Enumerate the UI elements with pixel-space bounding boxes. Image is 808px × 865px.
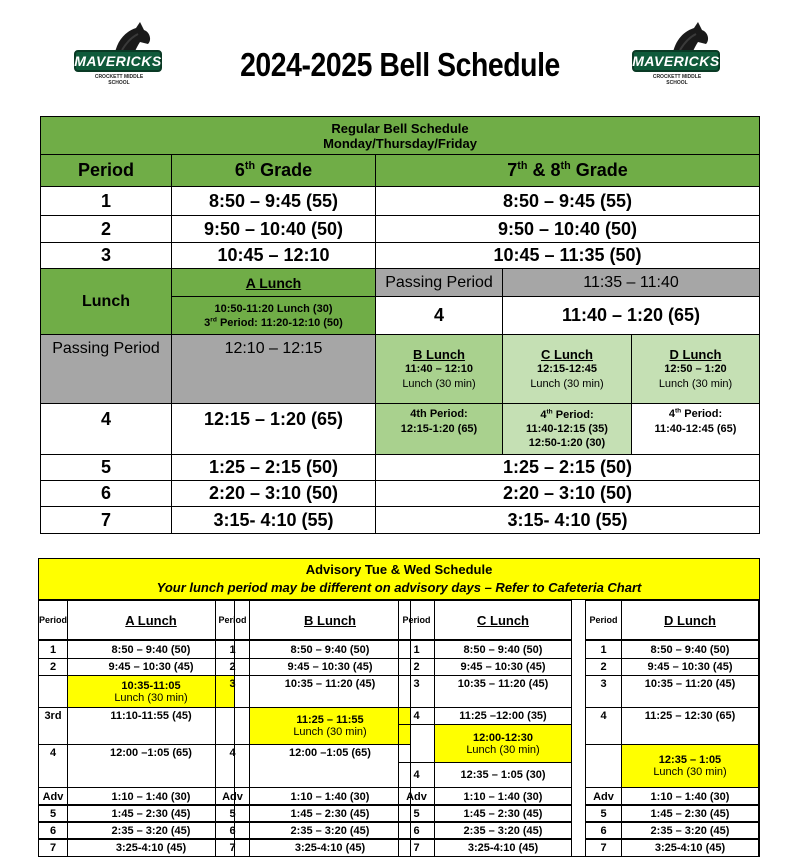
- period-cell: 1: [40, 186, 172, 216]
- period-cell: 7: [585, 838, 622, 857]
- period-cell: 6: [215, 821, 250, 840]
- lunch-header-cell: A Lunch: [67, 600, 235, 640]
- period-cell: Adv: [585, 787, 622, 806]
- regular-days: Monday/Thursday/Friday: [323, 135, 477, 151]
- time-cell: 9:45 – 10:30 (45): [67, 658, 235, 676]
- period-cell: Adv: [38, 787, 68, 806]
- period-cell: [585, 744, 622, 788]
- period-cell: 3: [215, 675, 250, 708]
- time-cell: 8:50 – 9:40 (50): [249, 640, 411, 659]
- period-cell: 1: [585, 640, 622, 659]
- time-cell: 1:10 – 1:40 (30): [621, 787, 759, 806]
- d-period4-cell: 4th Period: 11:40-12:45 (65): [631, 403, 760, 455]
- period-cell: 4: [40, 403, 172, 455]
- time-cell: 1:10 – 1:40 (30): [67, 787, 235, 806]
- time-cell-6th: 12:15 – 1:20 (65): [171, 403, 376, 455]
- time-cell-78: 2:20 – 3:10 (50): [375, 480, 760, 507]
- c-period4-cell: 4th Period: 11:40-12:15 (35) 12:50-1:20 (30): [502, 403, 632, 455]
- regular-title: Regular Bell Schedule: [331, 120, 469, 136]
- time-cell-78: 1:25 – 2:15 (50): [375, 454, 760, 481]
- period-cell: 5: [38, 804, 68, 823]
- period-cell: 4: [398, 707, 435, 725]
- period-cell: 5: [40, 454, 172, 481]
- time-cell: 3:25-4:10 (45): [249, 838, 411, 857]
- period-cell: 6: [40, 480, 172, 507]
- logo-banner: MAVERICKS: [632, 50, 720, 72]
- lunch-header-cell: D Lunch: [621, 600, 759, 640]
- advisory-subtitle: Your lunch period may be different on advisory days – Refer to Cafeteria Chart: [156, 580, 642, 595]
- lunch-header-cell: B Lunch: [249, 600, 411, 640]
- time-cell: 12:00 –1:05 (65): [249, 744, 411, 788]
- time-cell: 3:25-4:10 (45): [67, 838, 235, 857]
- lunch-label-cell: Lunch: [40, 268, 172, 335]
- period-cell: Adv: [215, 787, 250, 806]
- time-cell: 2:35 – 3:20 (45): [67, 821, 235, 840]
- time-cell-78: 8:50 – 9:45 (55): [375, 186, 760, 216]
- time-cell: 8:50 – 9:40 (50): [621, 640, 759, 659]
- period-cell: 3: [585, 675, 622, 708]
- advisory-title: Advisory Tue & Wed Schedule: [305, 562, 493, 577]
- lunch-cell: 12:00-12:30 Lunch (30 min): [434, 724, 572, 763]
- period-cell: [398, 724, 435, 763]
- advisory-title-cell: [38, 558, 760, 600]
- time-cell-6th: 9:50 – 10:40 (50): [171, 215, 376, 243]
- time-cell-78: 9:50 – 10:40 (50): [375, 215, 760, 243]
- period-cell: 2: [215, 658, 250, 676]
- time-cell: 10:35 – 11:20 (45): [621, 675, 759, 708]
- time-cell: 10:35 – 11:20 (45): [434, 675, 572, 708]
- period-cell: 4: [38, 744, 68, 788]
- period-cell: 4: [215, 744, 250, 788]
- time-cell: 1:45 – 2:30 (45): [434, 804, 572, 823]
- time-cell: 11:10-11:55 (45): [67, 707, 235, 745]
- period-cell: 6: [585, 821, 622, 840]
- time-cell-78: 10:45 – 11:35 (50): [375, 242, 760, 269]
- time-cell-6th: 8:50 – 9:45 (55): [171, 186, 376, 216]
- lunch-cell: 11:25 – 11:55 Lunch (30 min): [249, 707, 411, 745]
- a-lunch-detail: 10:50-11:20 Lunch (30) 3rd Period: 11:20-12:10 (50): [171, 296, 376, 335]
- period-cell: 3: [398, 675, 435, 708]
- logo-banner: MAVERICKS: [74, 50, 162, 72]
- time-cell-6th: 2:20 – 3:10 (50): [171, 480, 376, 507]
- period-cell: Adv: [398, 787, 435, 806]
- lunch-header-cell: C Lunch: [434, 600, 572, 640]
- time-cell: 8:50 – 9:40 (50): [434, 640, 572, 659]
- col-6th-header: 6th Grade: [171, 154, 376, 187]
- time-cell: 9:45 – 10:30 (45): [621, 658, 759, 676]
- logo-subtext: CROCKETT MIDDLE SCHOOL: [652, 74, 702, 86]
- period-cell: 7: [398, 838, 435, 857]
- page-title: 2024-2025 Bell Schedule: [240, 46, 560, 83]
- passing-period-78: Passing Period: [375, 268, 503, 297]
- time-cell: 12:00 –1:05 (65): [67, 744, 235, 788]
- period-cell: 2: [585, 658, 622, 676]
- time-cell-6th: 10:45 – 12:10: [171, 242, 376, 269]
- period4-78-time: 11:40 – 1:20 (65): [502, 296, 760, 335]
- b-period4-cell: 4th Period: 12:15-1:20 (65): [375, 403, 503, 455]
- period-cell: 6: [38, 821, 68, 840]
- time-cell: 11:25 –12:00 (35): [434, 707, 572, 725]
- period-cell: 2: [38, 658, 68, 676]
- time-cell: 3:25-4:10 (45): [434, 838, 572, 857]
- lunch-cell: 10:35-11:05 Lunch (30 min): [67, 675, 235, 708]
- time-cell-78: 3:15- 4:10 (55): [375, 506, 760, 534]
- period-cell: 6: [398, 821, 435, 840]
- b-lunch-cell: B Lunch 11:40 – 12:10 Lunch (30 min): [375, 334, 503, 404]
- d-lunch-cell: D Lunch 12:50 – 1:20 Lunch (30 min): [631, 334, 760, 404]
- time-cell: 11:25 – 12:30 (65): [621, 707, 759, 745]
- time-cell: 8:50 – 9:40 (50): [67, 640, 235, 659]
- passing-time-6: 12:10 – 12:15: [171, 334, 376, 404]
- time-cell: 1:45 – 2:30 (45): [249, 804, 411, 823]
- period-cell: 1: [215, 640, 250, 659]
- logo-subtext: CROCKETT MIDDLE SCHOOL: [94, 74, 144, 86]
- period-cell: 7: [215, 838, 250, 857]
- period-header-cell: Period: [215, 600, 250, 640]
- time-cell-6th: 3:15- 4:10 (55): [171, 506, 376, 534]
- period-cell: 7: [40, 506, 172, 534]
- period-cell: 3: [40, 242, 172, 269]
- period4-78-label: 4: [375, 296, 503, 335]
- time-cell: 9:45 – 10:30 (45): [249, 658, 411, 676]
- time-cell: 10:35 – 11:20 (45): [249, 675, 411, 708]
- time-cell: 1:10 – 1:40 (30): [249, 787, 411, 806]
- period-cell: 5: [398, 804, 435, 823]
- time-cell: 9:45 – 10:30 (45): [434, 658, 572, 676]
- time-cell: 1:45 – 2:30 (45): [621, 804, 759, 823]
- period-cell: [38, 675, 68, 708]
- school-logo-left: [74, 20, 164, 90]
- period-cell: 4: [585, 707, 622, 745]
- a-lunch-header: A Lunch: [171, 268, 376, 297]
- period-header-cell: Period: [585, 600, 622, 640]
- period-cell: 2: [398, 658, 435, 676]
- time-cell-6th: 1:25 – 2:15 (50): [171, 454, 376, 481]
- school-logo-right: [632, 20, 722, 90]
- col-period-header: Period: [40, 154, 172, 187]
- time-cell: 2:35 – 3:20 (45): [621, 821, 759, 840]
- period-cell: 2: [40, 215, 172, 243]
- time-cell: 2:35 – 3:20 (45): [434, 821, 572, 840]
- period-cell: 5: [585, 804, 622, 823]
- period-header-cell: Period: [398, 600, 435, 640]
- period-cell: 1: [38, 640, 68, 659]
- lunch-cell: 12:35 – 1:05 Lunch (30 min): [621, 744, 759, 788]
- c-lunch-cell: C Lunch 12:15-12:45 Lunch (30 min): [502, 334, 632, 404]
- time-cell: 3:25-4:10 (45): [621, 838, 759, 857]
- time-cell: 12:35 – 1:05 (30): [434, 762, 572, 788]
- regular-title-cell: [40, 116, 760, 155]
- time-cell: 1:10 – 1:40 (30): [434, 787, 572, 806]
- period-cell: [215, 707, 250, 745]
- period-cell: 3rd: [38, 707, 68, 745]
- time-cell: 1:45 – 2:30 (45): [67, 804, 235, 823]
- period-cell: 1: [398, 640, 435, 659]
- period-header-cell: Period: [38, 600, 68, 640]
- time-cell: 2:35 – 3:20 (45): [249, 821, 411, 840]
- passing-period-6: Passing Period: [40, 334, 172, 404]
- period-cell: 7: [38, 838, 68, 857]
- period-cell: 4: [398, 762, 435, 788]
- period-cell: 5: [215, 804, 250, 823]
- passing-time-78: 11:35 – 11:40: [502, 268, 760, 297]
- col-78-header: 7th & 8th Grade: [375, 154, 760, 187]
